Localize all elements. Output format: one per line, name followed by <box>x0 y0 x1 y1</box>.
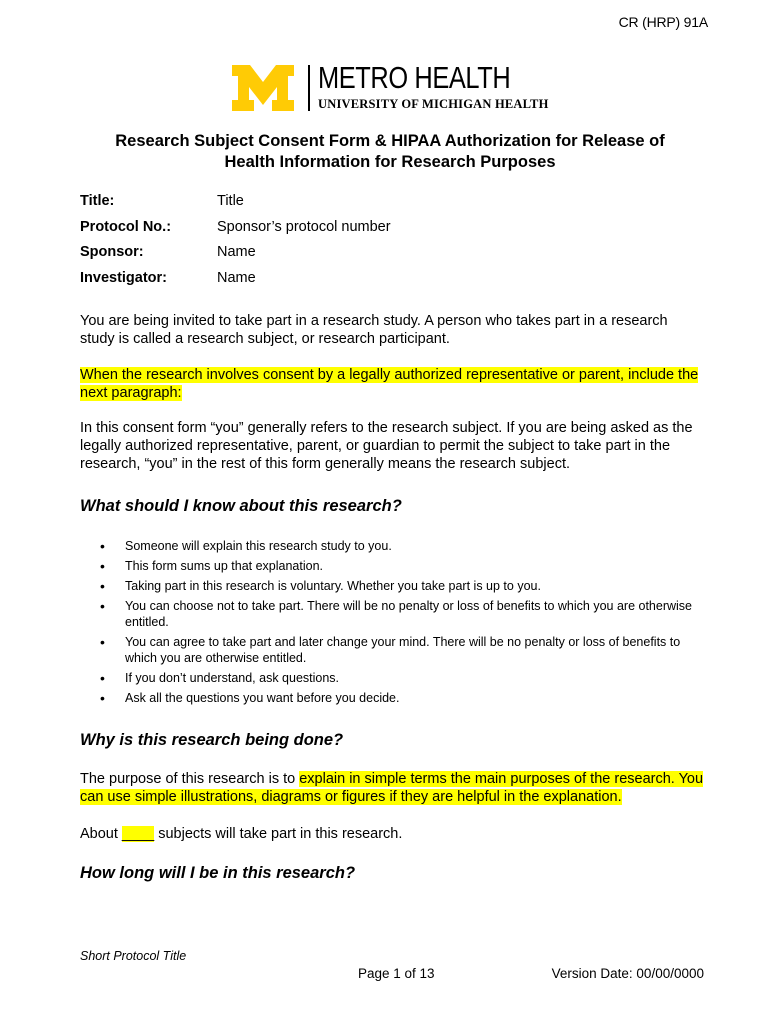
section-heading-why-done: Why is this research being done? <box>80 731 344 749</box>
footer-protocol-title: Short Protocol Title <box>80 949 187 963</box>
metro-health-logo <box>232 60 553 112</box>
footer-page-number: Page 1 of 13 <box>358 966 435 981</box>
document-title-line2: Health Information for Research Purposes <box>224 153 556 171</box>
form-code: CR (HRP) 91A <box>618 14 708 30</box>
section-heading-how-long: How long will I be in this research? <box>80 864 356 882</box>
block-m-logo-icon <box>232 65 294 111</box>
list-item <box>80 690 710 706</box>
list-item-text: Ask all the questions you want before you decide. <box>125 691 400 705</box>
meta-label: Protocol No.: <box>80 219 172 235</box>
meta-value: Name <box>217 244 256 260</box>
bullet-icon: • <box>100 538 105 554</box>
meta-value: Title <box>217 193 244 209</box>
list-item <box>80 598 710 630</box>
bullet-icon: • <box>100 690 105 706</box>
logo-subtitle: UNIVERSITY OF MICHIGAN HEALTH <box>318 97 549 111</box>
meta-label: Title: <box>80 193 115 209</box>
footer-version-date: Version Date: 00/00/0000 <box>551 966 704 981</box>
bullet-icon: • <box>100 634 105 650</box>
subject-count-paragraph <box>80 825 705 843</box>
purpose-prefix: The purpose of this research is to <box>80 771 300 787</box>
highlighted-instruction: When the research involves consent by a legally authorized representative or parent, include the next paragraph: <box>80 367 699 401</box>
list-item-text: Taking part in this research is voluntary. Whether you take part is up to you. <box>125 579 541 593</box>
about-suffix: subjects will take part in this research. <box>154 826 403 842</box>
list-item-text: You can agree to take part and later change your mind. There will be no penalty or loss of benefits to which you are otherwise entitled. <box>125 635 681 665</box>
list-item-text: You can choose not to take part. There will be no penalty or loss of benefits to which you are otherwise entitled. <box>125 599 693 629</box>
purpose-paragraph <box>80 770 705 806</box>
list-item <box>80 670 710 686</box>
you-definition-paragraph: In this consent form “you” generally refers to the research subject. If you are being asked as the legally authorized representative, parent, or guardian to permit the subject to take part in the research, “you” in the rest of this form generally means the research subject. <box>80 420 693 472</box>
subject-count-blank: ____ <box>121 826 155 842</box>
section-heading-what-to-know: What should I know about this research? <box>80 497 402 515</box>
list-item-text: Someone will explain this research study to you. <box>125 539 392 553</box>
meta-value: Name <box>217 270 256 286</box>
logo-divider <box>308 65 310 111</box>
meta-value: Sponsor’s protocol number <box>217 219 391 235</box>
purpose-highlight: explain in simple terms the main purposes of the research. You can use simple illustrations, diagrams or figures if they are helpful in the explanation. <box>80 771 704 805</box>
document-title <box>60 131 720 173</box>
meta-label: Sponsor: <box>80 244 144 260</box>
bullet-icon: • <box>100 578 105 594</box>
list-item <box>80 538 710 554</box>
about-prefix: About <box>80 826 122 842</box>
list-item-text: If you don’t understand, ask questions. <box>125 671 340 685</box>
list-item-text: This form sums up that explanation. <box>125 559 324 573</box>
list-item <box>80 558 710 574</box>
list-item <box>80 578 710 594</box>
lar-instruction <box>80 366 705 402</box>
meta-label: Investigator: <box>80 270 168 286</box>
bullet-icon: • <box>100 598 105 614</box>
intro-paragraph: You are being invited to take part in a research study. A person who takes part in a research study is called a research subject, or research participant. <box>80 313 668 347</box>
key-info-list <box>80 538 710 710</box>
document-title-line1: Research Subject Consent Form & HIPAA Authorization for Release of <box>115 132 665 150</box>
logo-wordmark: METRO HEALTH <box>318 60 511 95</box>
list-item <box>80 634 710 666</box>
bullet-icon: • <box>100 670 105 686</box>
bullet-icon: • <box>100 558 105 574</box>
